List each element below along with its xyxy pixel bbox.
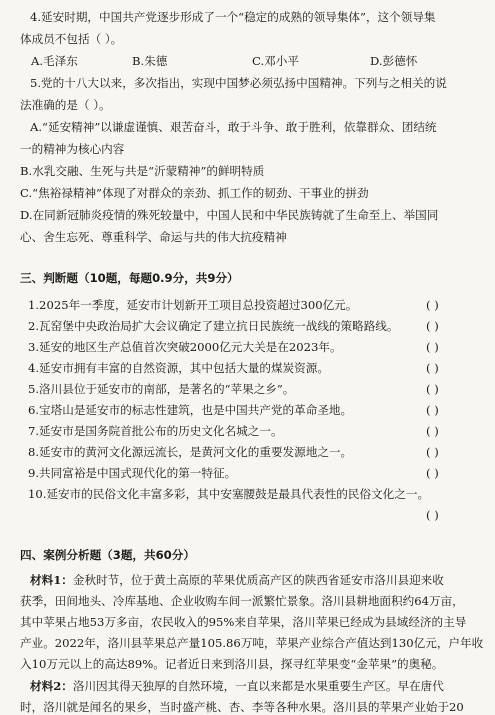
material-1-line5: 入10万元以上的高达89%。记者近日来到洛川县，探寻红苹果变“金苹果”的奥秘。 — [20, 657, 444, 671]
q5-option-c[interactable]: C.“焦裕禄精神”体现了对群众的亲劲、抓工作的韧劲、干事业的拼劲 — [20, 186, 369, 200]
tf-item-8 — [28, 444, 478, 460]
q4-stem-line1: 4.延安时期，中国共产党逐步形成了一个“稳定的成熟的领导集体”，这个领导集 — [30, 10, 436, 24]
q4-option-b[interactable]: B.朱德 — [132, 54, 168, 68]
q4-stem-line2: 体成员不包括（ ）。 — [20, 32, 123, 46]
q5-option-a-line2: 一的精神为核心内容 — [20, 142, 125, 156]
material-1-line1 — [30, 572, 495, 588]
tf-item-text: 10.延安市的民俗文化丰富多彩，其中安塞腰鼓是最具代表性的民俗文化之一。 — [28, 487, 430, 501]
tf-item-3 — [28, 339, 478, 355]
material-1-line3: 其中苹果占地53万多亩，农民收入的95%来自苹果，洛川苹果已经成为县域经济的主导 — [20, 615, 467, 629]
tf-item-2 — [28, 318, 478, 334]
tf-item-7 — [28, 423, 478, 439]
tf-item-text: 2.瓦窑堡中央政治局扩大会议确定了建立抗日民族统一战线的策略路线。 — [28, 319, 399, 333]
tf-item-text: 5.洛川县位于延安市的南部，是著名的“苹果之乡”。 — [28, 382, 295, 396]
section-4-heading: 四、案例分析题（3题，共60分） — [20, 548, 195, 562]
tf-item-10 — [28, 486, 478, 502]
answer-blank[interactable]: ( ) — [426, 340, 439, 354]
tf-item-text: 8.延安市的黄河文化源远流长，是黄河文化的重要发源地之一。 — [28, 445, 353, 459]
answer-blank[interactable]: ( ) — [426, 319, 439, 333]
tf-item-10-answer — [28, 507, 478, 523]
tf-item-5 — [28, 381, 478, 397]
material-1-label: 材料1： — [30, 573, 73, 587]
q5-option-d-line2: 心、舍生忘死、尊重科学、命运与共的伟大抗疫精神 — [20, 230, 287, 244]
tf-item-text: 6.宝塔山是延安市的标志性建筑，也是中国共产党的革命圣地。 — [28, 403, 353, 417]
q5-stem-line1: 5.党的十八大以来，多次指出，实现中国梦必须弘扬中国精神。下列与之相关的说 — [30, 76, 447, 90]
material-2-line1 — [30, 678, 495, 694]
answer-blank[interactable]: ( ) — [426, 508, 439, 522]
answer-blank[interactable]: ( ) — [426, 424, 439, 438]
answer-blank[interactable]: ( ) — [426, 403, 439, 417]
q5-option-d-line1[interactable]: D.在同新冠肺炎疫情的殊死较量中，中国人民和中华民族铸就了生命至上、举国同 — [20, 208, 439, 222]
q5-stem-line2: 法准确的是（ ）。 — [20, 98, 111, 112]
material-2-label: 材料2： — [30, 679, 73, 693]
q4-option-a[interactable]: A.毛泽东 — [31, 54, 78, 68]
answer-blank[interactable]: ( ) — [426, 361, 439, 375]
tf-item-9 — [28, 465, 478, 481]
tf-item-text: 9.共同富裕是中国式现代化的第一特征。 — [28, 466, 237, 480]
q5-option-a-line1[interactable]: A.“延安精神”以谦虚谨慎、艰苦奋斗，敢于斗争、敢于胜利，依靠群众、团结统 — [30, 120, 437, 134]
q4-option-d[interactable]: D.彭德怀 — [370, 54, 418, 68]
tf-item-text: 4.延安市拥有丰富的自然资源，其中包括大量的煤炭资源。 — [28, 361, 329, 375]
material-1-line4: 产业。2022年，洛川县苹果总产量105.86万吨，苹果产业综合产值达到130亿元，户年收 — [20, 636, 484, 650]
tf-item-text: 1.2025年一季度，延安市计划新开工项目总投资超过300亿元。 — [28, 298, 358, 312]
material-1-text: 金秋时节，位于黄土高原的苹果优质高产区的陕西省延安市洛川县迎来收 — [72, 573, 444, 587]
tf-item-1 — [28, 297, 478, 313]
answer-blank[interactable]: ( ) — [426, 466, 439, 480]
tf-item-text: 7.延安市是国务院首批公布的历史文化名城之一。 — [28, 424, 283, 438]
material-2-text: 洛川因其得天独厚的自然环境，一直以来都是水果重要生产区。早在唐代 — [72, 679, 444, 693]
material-1-line2: 获季，田间地头、冷库基地、企业收购车间一派繁忙景象。洛川县耕地面积约64万亩， — [20, 594, 464, 608]
tf-item-6 — [28, 402, 478, 418]
material-2-line2: 时，洛川就是闻名的果乡，当时盛产桃、杏、李等各种水果。洛川县的苹果产业始于20 — [20, 700, 464, 714]
q5-option-b[interactable]: B.水乳交融、生死与共是“沂蒙精神”的鲜明特质 — [20, 164, 265, 178]
section-3-heading: 三、判断题（10题，每题0.9分，共9分） — [20, 271, 239, 285]
answer-blank[interactable]: ( ) — [426, 445, 439, 459]
q4-option-c[interactable]: C.邓小平 — [252, 54, 299, 68]
tf-item-4 — [28, 360, 478, 376]
answer-blank[interactable]: ( ) — [426, 382, 439, 396]
answer-blank[interactable]: ( ) — [426, 298, 439, 312]
tf-item-text: 3.延安的地区生产总值首次突破2000亿元大关是在2023年。 — [28, 340, 342, 354]
